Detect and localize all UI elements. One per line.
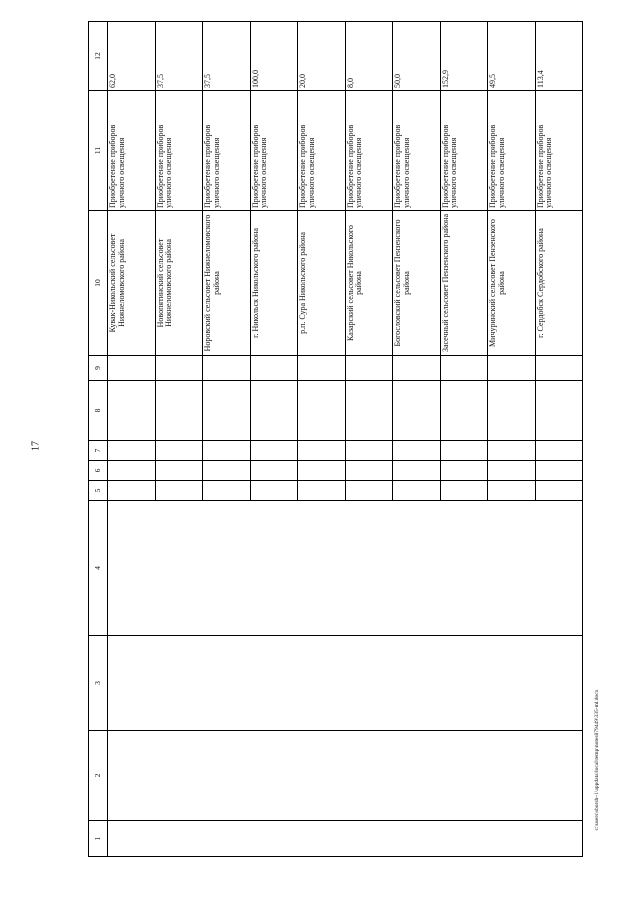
header-cell: 3 (89, 636, 108, 731)
table-cell-c10: Кувак-Никольский сельсовет Нижнеломовского района (108, 211, 156, 356)
empty-cell (535, 481, 583, 501)
table-cell-c10: г. Сердобск Сердобского района (535, 211, 583, 356)
empty-cell (488, 461, 536, 481)
empty-cell (535, 441, 583, 461)
empty-cell (108, 481, 156, 501)
table-cell-c11: Приобретение приборов уличного освещения (108, 91, 156, 211)
empty-cell (440, 356, 488, 381)
empty-cell (298, 381, 346, 441)
table-cell-c12: 113,4 (535, 22, 583, 91)
empty-cell (108, 821, 583, 857)
empty-cell (250, 481, 298, 501)
header-cell: 10 (89, 211, 108, 356)
page-number: 17 (30, 441, 42, 451)
table-cell-c10: Казарский сельсовет Никольского района (345, 211, 393, 356)
table-cell-c12: 50,0 (393, 22, 441, 91)
empty-cell (155, 356, 203, 381)
table-wrapper (88, 22, 583, 857)
empty-cell (488, 381, 536, 441)
table-cell-c10: Богословский сельсовет Пензенского района (393, 211, 441, 356)
empty-cell (393, 441, 441, 461)
table-cell-c11: Приобретение приборов уличного освещения (488, 91, 536, 211)
empty-cell (345, 441, 393, 461)
table-cell-c11: Приобретение приборов уличного освещения (203, 91, 251, 211)
empty-cell (108, 356, 156, 381)
empty-cell (155, 381, 203, 441)
empty-cell (345, 461, 393, 481)
header-cell: 7 (89, 441, 108, 461)
table-cell-c10: г. Никольск Никольского района (250, 211, 298, 356)
empty-cell (108, 381, 156, 441)
empty-cell (440, 381, 488, 441)
table-cell-c11: Приобретение приборов уличного освещения (250, 91, 298, 211)
header-cell: 2 (89, 731, 108, 821)
empty-cell (298, 481, 346, 501)
table-row (108, 22, 156, 857)
header-cell: 5 (89, 481, 108, 501)
table-cell-c12: 37,5 (203, 22, 251, 91)
table-cell-c12: 8,0 (345, 22, 393, 91)
header-cell: 9 (89, 356, 108, 381)
empty-cell (298, 441, 346, 461)
empty-cell (203, 441, 251, 461)
table-cell-c11: Приобретение приборов уличного освещения (345, 91, 393, 211)
table-cell-c10: Засечный сельсовет Пензенского района (440, 211, 488, 356)
empty-cell (203, 481, 251, 501)
header-cell: 6 (89, 461, 108, 481)
empty-cell (250, 356, 298, 381)
empty-cell (155, 461, 203, 481)
empty-cell (345, 381, 393, 441)
table-cell-c12: 37,5 (155, 22, 203, 91)
table-cell-c11: Приобретение приборов уличного освещения (535, 91, 583, 211)
table-cell-c10: Новопятинский сельсовет Нижнеломовского района (155, 211, 203, 356)
table-cell-c11: Приобретение приборов уличного освещения (155, 91, 203, 211)
empty-cell (108, 731, 583, 821)
empty-cell (535, 381, 583, 441)
table-cell-c12: 100,0 (250, 22, 298, 91)
header-cell: 8 (89, 381, 108, 441)
empty-cell (535, 461, 583, 481)
empty-cell (250, 441, 298, 461)
header-cell: 4 (89, 501, 108, 636)
empty-cell (108, 441, 156, 461)
empty-cell (440, 461, 488, 481)
table-cell-c10: р.п. Сура Никольского района (298, 211, 346, 356)
header-cell: 11 (89, 91, 108, 211)
table-cell-c12: 152,9 (440, 22, 488, 91)
table-cell-c10: Мичуринский сельсовет Пензенского района (488, 211, 536, 356)
table-cell-c11: Приобретение приборов уличного освещения (440, 91, 488, 211)
table-cell-c10: Норовский сельсовет Нижнеломовского района (203, 211, 251, 356)
empty-cell (108, 636, 583, 731)
empty-cell (535, 356, 583, 381)
empty-cell (393, 461, 441, 481)
table-cell-c11: Приобретение приборов уличного освещения (393, 91, 441, 211)
empty-cell (488, 481, 536, 501)
empty-cell (393, 356, 441, 381)
empty-cell (298, 461, 346, 481)
empty-cell (298, 356, 346, 381)
table-cell-c12: 20,0 (298, 22, 346, 91)
footer-file-path: c:\users\sborsh~1\appdata\local\temp\notes879449\335-ml.docx (594, 689, 600, 831)
empty-cell (250, 381, 298, 441)
empty-cell (488, 356, 536, 381)
empty-cell (203, 356, 251, 381)
empty-cell (250, 461, 298, 481)
empty-cell (393, 481, 441, 501)
table-cell-c11: Приобретение приборов уличного освещения (298, 91, 346, 211)
empty-cell (345, 481, 393, 501)
empty-cell (488, 441, 536, 461)
data-table (88, 21, 583, 857)
header-row (89, 22, 108, 857)
empty-cell (203, 381, 251, 441)
empty-cell (440, 481, 488, 501)
table-cell-c12: 62,0 (108, 22, 156, 91)
rotated-table-area (88, 22, 583, 857)
empty-cell (440, 441, 488, 461)
empty-cell (203, 461, 251, 481)
empty-cell (155, 481, 203, 501)
header-cell: 1 (89, 821, 108, 857)
empty-cell (345, 356, 393, 381)
empty-cell (108, 501, 583, 636)
table-cell-c12: 49,5 (488, 22, 536, 91)
empty-cell (108, 461, 156, 481)
empty-cell (393, 381, 441, 441)
header-cell: 12 (89, 22, 108, 91)
empty-cell (155, 441, 203, 461)
